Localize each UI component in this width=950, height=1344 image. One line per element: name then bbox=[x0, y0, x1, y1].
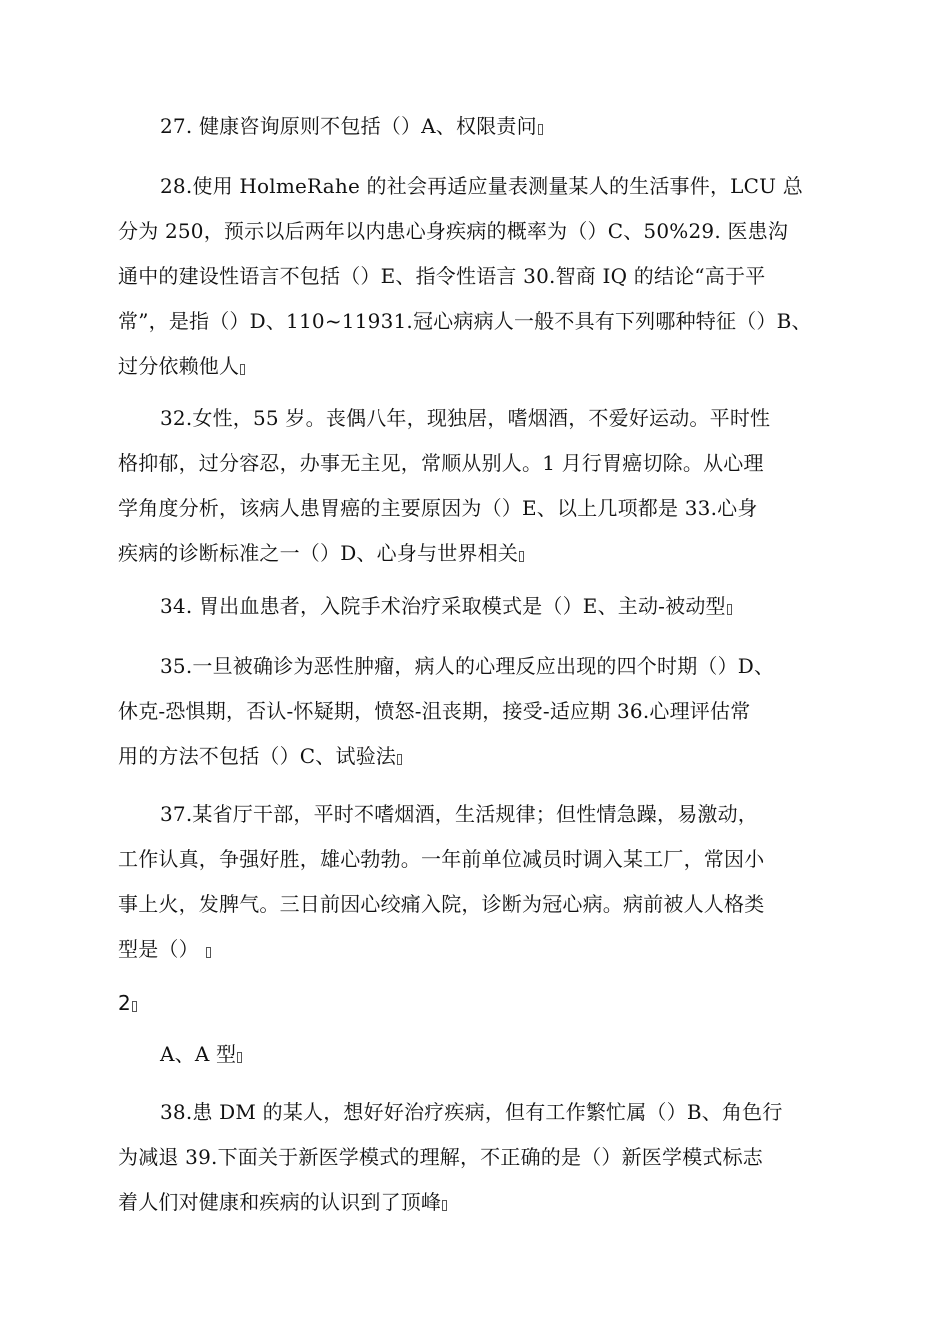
paragraph-mark-icon bbox=[397, 754, 402, 765]
text-line: 35.一旦被确诊为恶性肿瘤，病人的心理反应出现的四个时期（）D、 bbox=[160, 654, 775, 678]
text-line: 34. 胃出血患者，入院手术治疗采取模式是（）E、主动-被动型 bbox=[118, 584, 838, 629]
text-line: 事上火，发脾气。三日前因心绞痛入院，诊断为冠心病。病前被人人格类 bbox=[118, 892, 765, 916]
text-line: 工作认真，争强好胜，雄心勃勃。一年前单位减员时调入某工厂，常因小 bbox=[118, 847, 765, 871]
text-line: A、A 型 bbox=[118, 1032, 838, 1077]
text-line: 休克-恐惧期，否认-怀疑期，愤怒-沮丧期，接受-适应期 36.心理评估常 bbox=[118, 699, 751, 723]
text-line: 学角度分析，该病人患胃癌的主要原因为（）E、以上几项都是 33.心身 bbox=[118, 496, 758, 520]
paragraph-mark-icon bbox=[237, 1052, 242, 1063]
text-line: 用的方法不包括（）C、试验法 bbox=[118, 734, 838, 779]
text-line: 38.患 DM 的某人，想好好治疗疾病，但有工作繁忙属（）B、角色行 bbox=[160, 1100, 783, 1124]
paragraph-mark-icon bbox=[519, 551, 524, 562]
paragraph-q32-33 bbox=[118, 396, 838, 576]
paragraph-mark-icon bbox=[538, 124, 543, 135]
text-line: 通中的建设性语言不包括（）E、指令性语言 30.智商 IQ 的结论“高于平 bbox=[118, 264, 766, 288]
paragraph-q38-39 bbox=[118, 1090, 838, 1225]
text-line: 32.女性，55 岁。丧偶八年，现独居，嗜烟酒，不爱好运动。平时性 bbox=[160, 406, 771, 430]
paragraph-q37-answer bbox=[118, 1032, 838, 1077]
paragraph-mark-icon bbox=[206, 947, 211, 958]
paragraph-q27 bbox=[118, 104, 838, 149]
paragraph-mark-icon bbox=[132, 1001, 137, 1012]
text-line: 着人们对健康和疾病的认识到了顶峰 bbox=[118, 1180, 838, 1225]
text-line: 过分依赖他人 bbox=[118, 344, 838, 389]
text-line: 28.使用 HolmeRahe 的社会再适应量表测量某人的生活事件，LCU 总 bbox=[160, 174, 803, 198]
text-line: 疾病的诊断标准之一（）D、心身与世界相关 bbox=[118, 531, 838, 576]
paragraph-q37 bbox=[118, 792, 838, 972]
page-number: 2 bbox=[118, 988, 137, 1018]
paragraph-mark-icon bbox=[442, 1200, 447, 1211]
text-line: 分为 250，预示以后两年以内患心身疾病的概率为（）C、50%29. 医患沟 bbox=[118, 219, 789, 243]
text-line: 格抑郁，过分容忍，办事无主见，常顺从别人。1 月行胃癌切除。从心理 bbox=[118, 451, 764, 475]
text-line: 37.某省厅干部，平时不嗜烟酒，生活规律；但性情急躁，易激动， bbox=[160, 802, 759, 826]
text-line: 27. 健康咨询原则不包括（）A、权限责问 bbox=[118, 104, 838, 149]
paragraph-q35-36 bbox=[118, 644, 838, 779]
paragraph-mark-icon bbox=[240, 364, 245, 375]
paragraph-q28-31 bbox=[118, 164, 838, 389]
text-line: 型是（） bbox=[118, 927, 838, 972]
text-line: 常”，是指（）D、110~11931.冠心病病人一般不具有下列哪种特征（）B、 bbox=[118, 309, 812, 333]
text-line: 为减退 39.下面关于新医学模式的理解，不正确的是（）新医学模式标志 bbox=[118, 1145, 763, 1169]
paragraph-mark-icon bbox=[727, 604, 732, 615]
paragraph-q34 bbox=[118, 584, 838, 629]
